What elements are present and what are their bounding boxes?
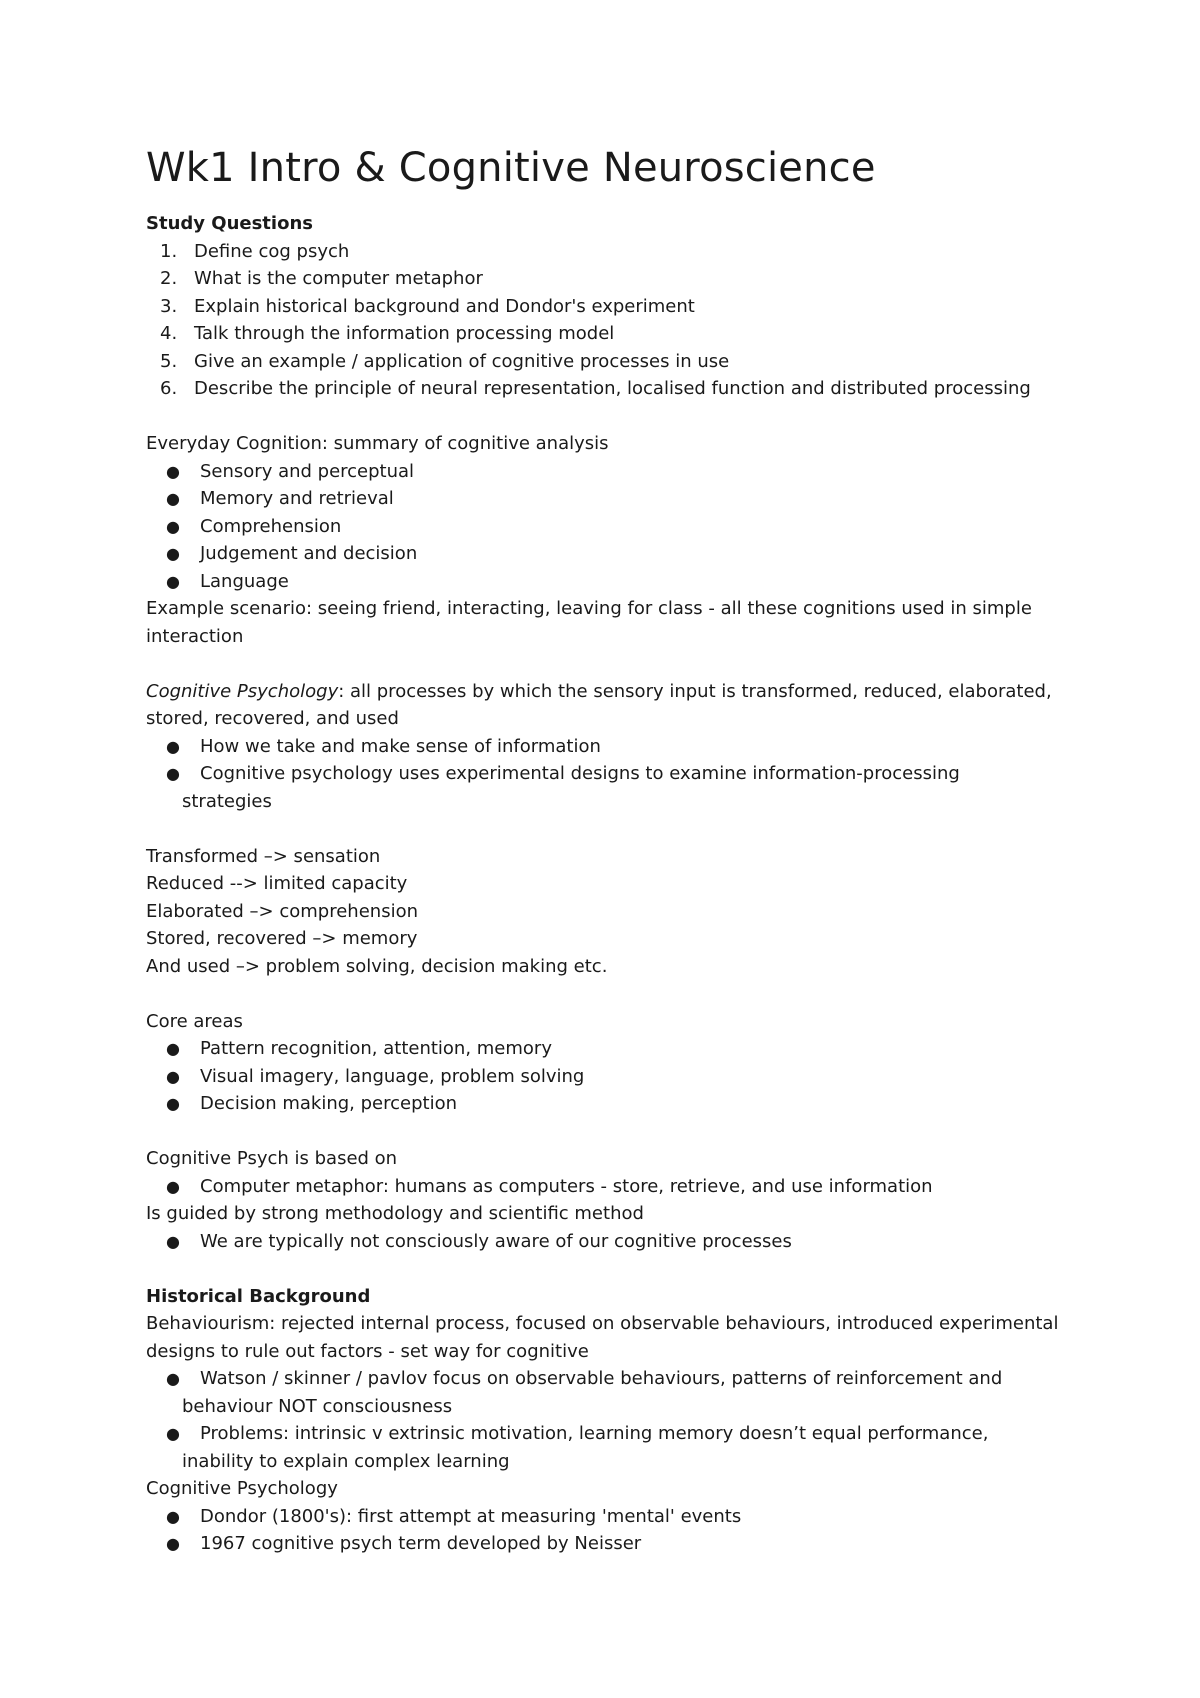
bullet-icon: ● [166, 571, 180, 591]
guided-list [146, 1228, 1076, 1256]
list-item: 6. Describe the principle of neural representation, localised function and distributed processing [160, 378, 1031, 399]
list-item: ● Visual imagery, language, problem solving [146, 1063, 1076, 1091]
document-page [146, 138, 1076, 1558]
based-on-list [146, 1173, 1076, 1201]
bullet-icon: ● [166, 1506, 180, 1526]
based-on-heading: Cognitive Psych is based on [146, 1148, 398, 1169]
list-item: ● Pattern recognition, attention, memory [146, 1035, 1076, 1063]
list-item: ● Memory and retrieval [146, 485, 1076, 513]
list-item: 1. Define cog psych [160, 240, 350, 262]
list-item: ● Problems: intrinsic v extrinsic motivation, learning memory doesn’t equal performance, inability to explain complex learning [146, 1420, 1076, 1475]
list-item: ● Computer metaphor: humans as computers - store, retrieve, and use information [146, 1173, 1076, 1201]
bullet-icon: ● [166, 1039, 180, 1058]
cognitive-psychology-definition: Cognitive Psychology: all processes by which the sensory input is transformed, reduced, elaborated, [146, 680, 1052, 702]
cognitive-history-list [146, 1503, 1076, 1558]
mapping-line: Stored, recovered –> memory [146, 928, 418, 949]
study-questions-heading: Study Questions [146, 213, 313, 234]
bullet-icon: ● [166, 1369, 180, 1388]
list-item: ● Language [146, 568, 1076, 596]
bullet-icon: ● [166, 1231, 180, 1251]
list-item: ● Comprehension [146, 513, 1076, 541]
list-item: 3. Explain historical background and Dondor's experiment [160, 295, 695, 317]
bullet-icon: ● [166, 736, 180, 756]
mapping-line: Elaborated –> comprehension [146, 900, 418, 922]
bullet-icon: ● [166, 764, 180, 783]
mapping-line: Reduced --> limited capacity [146, 873, 408, 894]
study-questions-list [146, 238, 1076, 403]
mapping-line: And used –> problem solving, decision making etc. [146, 955, 608, 977]
list-item: ● Sensory and perceptual [146, 458, 1076, 486]
list-item: ● Decision making, perception [146, 1090, 1076, 1118]
guided-line: Is guided by strong methodology and scientific method [146, 1203, 644, 1224]
behaviourism-line-cont: designs to rule out factors - set way for cognitive [146, 1340, 589, 1362]
mapping-line: Transformed –> sensation [146, 845, 381, 867]
bullet-icon: ● [166, 1534, 180, 1553]
list-item: 2. What is the computer metaphor [160, 268, 483, 289]
everyday-cognition-heading: Everyday Cognition: summary of cognitive analysis [146, 433, 609, 454]
behaviourism-list [146, 1365, 1076, 1475]
definition-cont: stored, recovered, and used [146, 708, 399, 729]
example-scenario-line-cont: interaction [146, 625, 244, 647]
term: Cognitive Psychology [146, 680, 339, 702]
list-item: 4. Talk through the information processing model [160, 323, 615, 344]
page-title: Wk1 Intro & Cognitive Neuroscience [146, 145, 876, 191]
core-areas-heading: Core areas [146, 1010, 243, 1032]
bullet-icon: ● [166, 516, 180, 536]
bullet-icon: ● [166, 544, 180, 563]
bullet-icon: ● [166, 1094, 180, 1113]
bullet-icon: ● [166, 1424, 180, 1443]
cognitive-psychology-subheading: Cognitive Psychology [146, 1478, 338, 1499]
bullet-icon: ● [166, 461, 180, 481]
list-item: 5. Give an example / application of cognitive processes in use [160, 350, 730, 372]
list-item: ● Cognitive psychology uses experimental designs to examine information-processing strategies [146, 760, 1076, 815]
list-item: ● Watson / skinner / pavlov focus on observable behaviours, patterns of reinforcement and behaviour NOT consciousness [146, 1365, 1076, 1420]
list-item: ● Judgement and decision [146, 540, 1076, 568]
list-item: ● Dondor (1800's): first attempt at measuring 'mental' events [146, 1503, 1076, 1531]
example-scenario-line: Example scenario: seeing friend, interacting, leaving for class - all these cognitions used in simple [146, 598, 1032, 619]
historical-background-heading: Historical Background [146, 1285, 371, 1307]
behaviourism-line: Behaviourism: rejected internal process, focused on observable behaviours, introduced experimental [146, 1313, 1059, 1334]
core-areas-list [146, 1035, 1076, 1118]
bullet-icon: ● [166, 1176, 180, 1196]
cognitive-psychology-list [146, 733, 1076, 816]
list-item: ● How we take and make sense of information [146, 733, 1076, 761]
everyday-cognition-list [146, 458, 1076, 596]
bullet-icon: ● [166, 1066, 180, 1086]
list-item: ● We are typically not consciously aware of our cognitive processes [146, 1228, 1076, 1256]
list-item: ● 1967 cognitive psych term developed by Neisser [146, 1530, 1076, 1558]
bullet-icon: ● [166, 489, 180, 508]
